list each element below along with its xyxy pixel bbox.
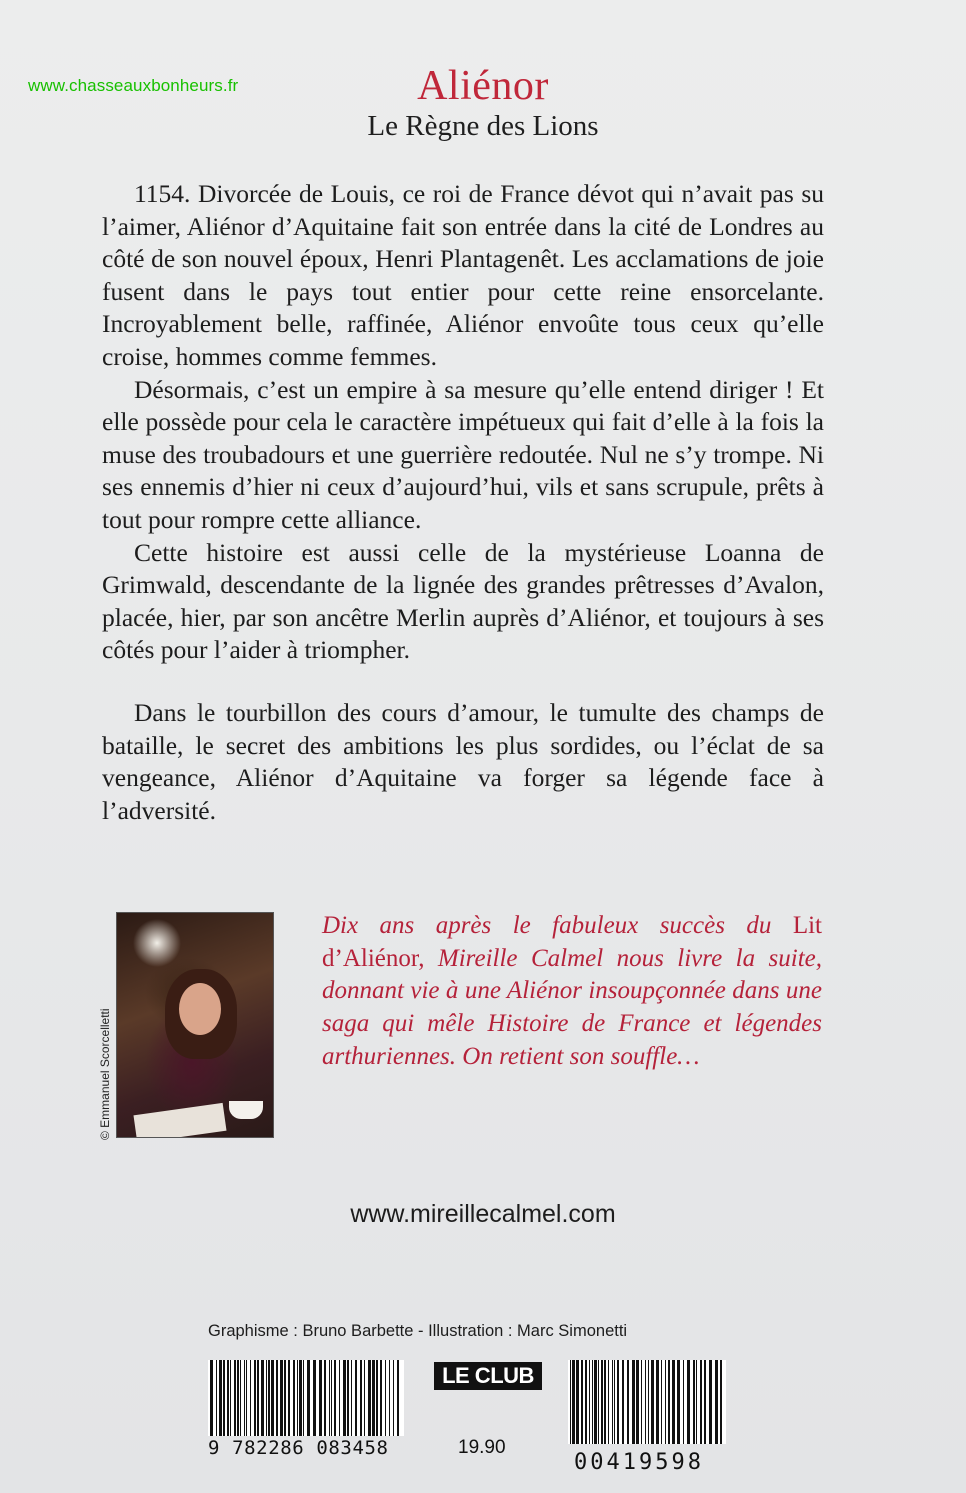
barcode-bar (284, 1360, 286, 1436)
barcode-bar (268, 1360, 270, 1436)
synopsis-paragraph: Dans le tourbillon des cours d’amour, le tumulte des champs de bataille, le secret des ambitions les plus sordides, ou l’éclat de sa vengeance, Aliénor d’Aquitaine va forger sa légende face à l’adversité. (102, 697, 824, 825)
barcode-bar (720, 1360, 722, 1444)
author-blurb (322, 910, 822, 1074)
barcode-bar (343, 1360, 346, 1436)
barcode-bar (237, 1360, 239, 1436)
barcode-bar (230, 1360, 231, 1436)
barcode-bar (216, 1360, 217, 1436)
barcode-bar (700, 1360, 702, 1444)
barcode-bar (297, 1360, 298, 1436)
barcode-bar (687, 1360, 690, 1444)
author-website[interactable]: www.mireillecalmel.com (350, 1200, 616, 1228)
barcode-bar (303, 1360, 304, 1436)
barcode-bar (672, 1360, 675, 1444)
barcode-bar (240, 1360, 241, 1436)
barcode-bar (572, 1360, 575, 1444)
barcode-bar (641, 1360, 642, 1444)
barcode-bar (648, 1360, 649, 1444)
barcode-bar (617, 1360, 619, 1444)
author-photo (116, 912, 274, 1138)
barcode-bar (627, 1360, 629, 1444)
barcode-bar (319, 1360, 322, 1436)
barcode-bar (234, 1360, 236, 1436)
barcode-bar (614, 1360, 615, 1444)
barcode-bar (576, 1360, 579, 1444)
barcode-bar (636, 1360, 639, 1444)
barcode-bar (715, 1360, 718, 1444)
barcode-bar (329, 1360, 330, 1436)
barcode-bar (385, 1360, 386, 1436)
barcode-bar (331, 1360, 332, 1436)
synopsis (102, 178, 824, 827)
barcode-bar (351, 1360, 352, 1436)
barcode-bar (389, 1360, 390, 1436)
barcode-bar (693, 1360, 695, 1444)
barcode-bar (368, 1360, 371, 1436)
author-photo-cup (229, 1101, 263, 1119)
barcode-bar (376, 1360, 378, 1436)
price: 19.90 (458, 1437, 506, 1458)
barcode-bar (324, 1360, 326, 1436)
author-photo-face (179, 983, 221, 1035)
isbn-barcode (208, 1360, 404, 1436)
barcode-bar (293, 1360, 295, 1436)
photo-credit: © Emmanuel Scorcelletti (98, 1008, 112, 1140)
blurb-part2: Mireille Calmel nous livre la suite, donnant vie à une Aliénor insoupçonnée dans une saga qui mêle Histoire de France et légendes arthuriennes. On retient son souffle… (322, 944, 822, 1070)
barcode-bar (683, 1360, 684, 1444)
publisher-logo: LE CLUB (434, 1362, 542, 1390)
barcode-bar (656, 1360, 659, 1444)
barcode-bar (598, 1360, 599, 1444)
barcode-bar (227, 1360, 229, 1436)
barcode-bar (355, 1360, 357, 1436)
watermark-url: www.chasseauxbonheurs.fr (28, 76, 239, 95)
synopsis-paragraph: Cette histoire est aussi celle de la mystérieuse Loanna de Grimwald, descendante de la lignée des grandes prêtresses d’Avalon, placée, hier, par son ancêtre Merlin auprès d’Aliénor, et toujours à ses côtés pour l’aider à triompher. (102, 537, 824, 665)
barcode-bar (622, 1360, 624, 1444)
barcode-bar (276, 1360, 278, 1436)
book-subtitle: Le Règne des Lions (367, 110, 599, 142)
barcode-bar (645, 1360, 646, 1444)
isbn-number: 9 782286 083458 (208, 1437, 389, 1459)
blurb-part1: Dix ans après le fabuleux succès du (322, 912, 793, 939)
barcode-bar (261, 1360, 264, 1436)
barcode-bar (257, 1360, 259, 1436)
barcode-bar (219, 1360, 222, 1436)
barcode-bar (347, 1360, 349, 1436)
barcode-bar (393, 1360, 394, 1436)
barcode-bar (601, 1360, 603, 1444)
barcode-bar (288, 1360, 290, 1436)
barcode-bar (313, 1360, 316, 1436)
synopsis-paragraph: 1154. Divorcée de Louis, ce roi de France dévot qui n’avait pas su l’aimer, Aliénor d’Aquitaine fait son entrée dans la cité de Londres au côté de son nouvel époux, Henri Plantagenêt. Les acclamations de joie fusent dans le pays tout entier pour cette reine ensorcelante. Incroyablement belle, raffinée, Aliénor envoûte tous ceux qu’elle croise, hommes comme femmes. (102, 179, 824, 371)
barcode-bar (608, 1360, 609, 1444)
barcode-bar (665, 1360, 666, 1444)
barcode-bar (244, 1360, 245, 1436)
barcode-bar (696, 1360, 697, 1444)
barcode-bar (585, 1360, 587, 1444)
barcode-bar (254, 1360, 256, 1436)
barcode-bar (677, 1360, 680, 1444)
blurb-book-reference: Lit d’Aliénor, (322, 912, 822, 972)
barcode-bar (668, 1360, 670, 1444)
barcode-bar (570, 1360, 571, 1444)
barcode-bar (594, 1360, 597, 1444)
barcode-bar (339, 1360, 340, 1436)
barcode-bar (372, 1360, 375, 1436)
barcode-bar (380, 1360, 382, 1436)
barcode-bar (592, 1360, 593, 1444)
barcode-bar (581, 1360, 583, 1444)
product-code: 00419598 (574, 1450, 704, 1475)
barcode-bar (360, 1360, 362, 1436)
product-barcode (568, 1360, 726, 1444)
barcode-bar (709, 1360, 712, 1444)
barcode-bar (266, 1360, 267, 1436)
book-title: Aliénor (417, 63, 549, 109)
barcode-bar (210, 1360, 213, 1436)
barcode-bar (271, 1360, 274, 1436)
barcode-bar (632, 1360, 635, 1444)
barcode-bar (661, 1360, 662, 1444)
barcode-bar (280, 1360, 283, 1436)
synopsis-paragraph: Désormais, c’est un empire à sa mesure qu’elle entend diriger ! Et elle possède pour cela le caractère impétueux qui fait d’elle à la fois la muse des troubadours et une guerrière redoutée. Nul ne s’y trompe. Ni ses ennemis d’hier ni ceux d’aujourd’hui, vils et sans scrupule, prêts à tout pour rompre cette alliance. (102, 374, 824, 534)
barcode-bar (704, 1360, 706, 1444)
barcode-bar (589, 1360, 590, 1444)
barcode-bar (364, 1360, 365, 1436)
barcode-bar (223, 1360, 225, 1436)
barcode-bar (307, 1360, 310, 1436)
barcode-bar (246, 1360, 247, 1436)
barcode-bar (397, 1360, 399, 1436)
barcode-bar (604, 1360, 606, 1444)
barcode-bar (250, 1360, 251, 1436)
design-credits: Graphisme : Bruno Barbette - Illustration : Marc Simonetti (208, 1322, 628, 1340)
barcode-bar (299, 1360, 302, 1436)
barcode-bar (651, 1360, 654, 1444)
barcode-bar (612, 1360, 613, 1444)
barcode-bar (334, 1360, 336, 1436)
author-photo-paper (133, 1103, 226, 1138)
